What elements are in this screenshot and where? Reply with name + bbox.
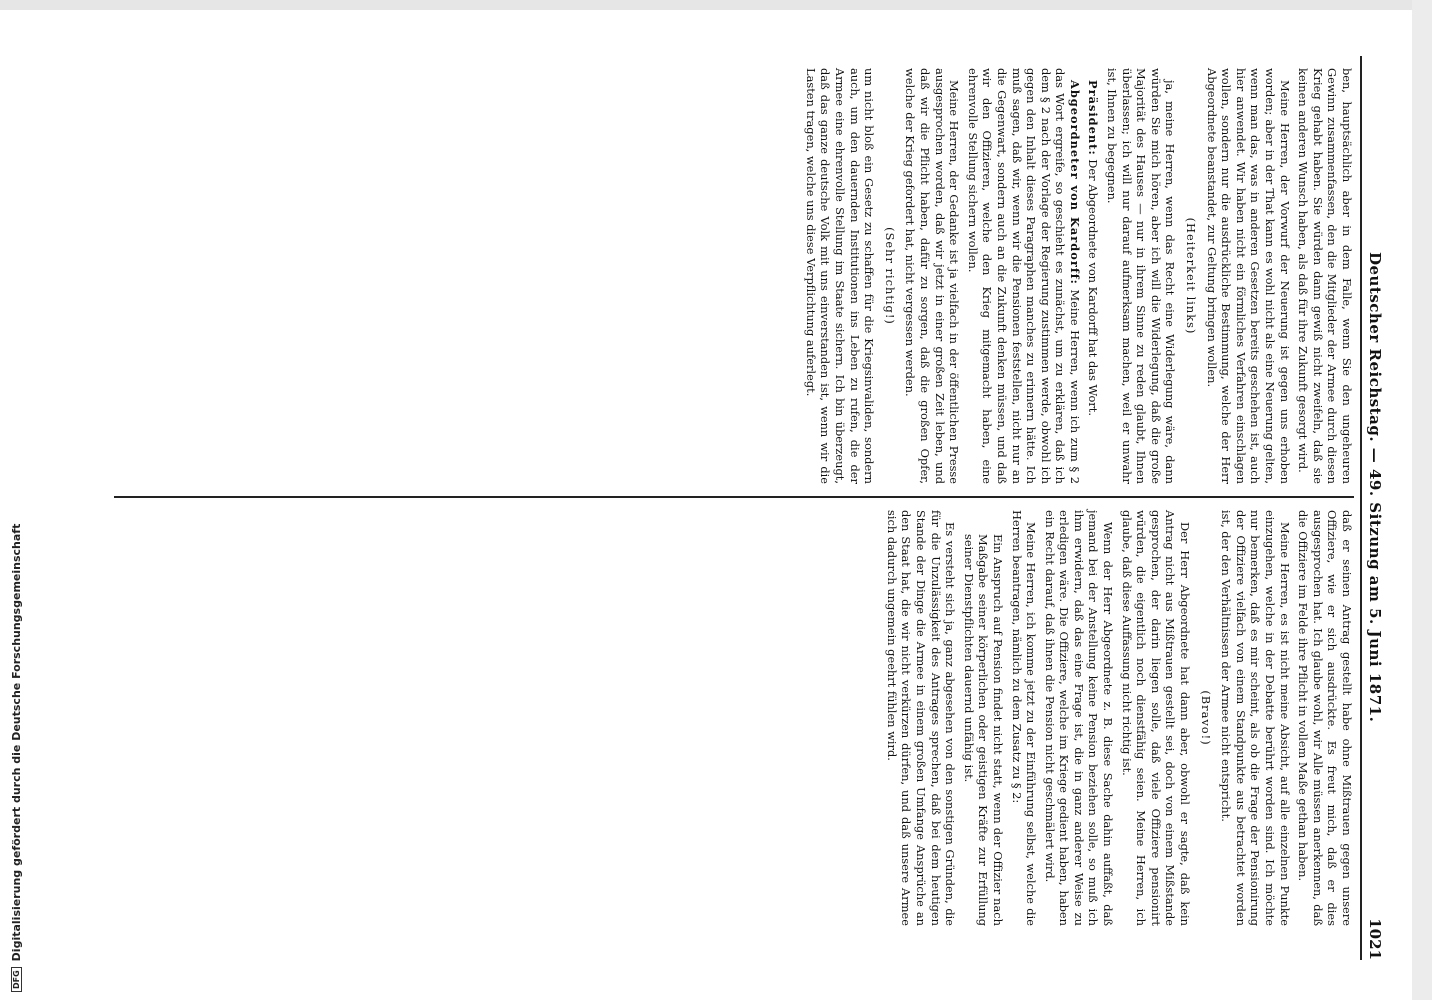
paragraph: Wenn der Herr Abgeordnete z. B. diese Sache dahin auffaßt, daß jemand bei der Anstellung keine Pension beziehen solle, so muß ich ihm erwidern, daß das eine Frage ist, die in ganz anderer Weise zu erledigen wäre. Die Offiziere, welche im Kriege gedient haben, haben ein Recht darauf, daß ihnen die Pension nicht geschmälert wird.	[1042, 510, 1116, 926]
speaker-name: Präsident:	[1086, 80, 1101, 156]
column-left	[114, 56, 1354, 496]
paragraph: Meine Herren, es ist nicht meine Absicht, auf alle einzelnen Punkte einzugehen, welche in der Debatte berührt worden sind. Ich möchte nur bemerken, daß es mir scheint, als ob die Frage der Pensionirung der Offiziere vielfach von einem Standpunkte aus betrachtet worden ist, der den Verhältnissen der Armee nicht entspricht.	[1219, 510, 1292, 926]
scan-edge-right	[1412, 0, 1432, 1000]
paragraph: ben, hauptsächlich aber in dem Falle, wenn Sie den ungeheuren Gewinn zusammenfassen, den die Mitglieder der Armee durch diesen Krieg gehabt haben. Sie würden dann gewiß nicht zweifeln, daß sie keinen anderen Wunsch haben, als daß für ihre Zukunft gesorgt wird.	[1296, 68, 1354, 484]
text-columns	[114, 56, 1354, 960]
paragraph: Meine Herren, der Gedanke ist ja vielfach in der öffentlichen Presse ausgesprochen worden, daß wir jetzt in einer großen Zeit leben, und daß wir die Pflicht haben, dafür zu sorgen, daß die großen Opfer, welche der Krieg gefordert hat, nicht vergessen werden.	[903, 68, 962, 484]
paragraph: Der Herr Abgeordnete hat dann aber, obwohl er sagte, daß kein Antrag nicht aus Mißtrauen gestellt sei, doch von einem Mißstande gesprochen, der darin liegen solle, daß viele Offiziere pensionirt würden, die eigentlich noch dienstfähig seien. Meine Herren, ich glaube, daß diese Auffassung nicht richtig ist.	[1119, 510, 1193, 926]
document-page	[88, 28, 1388, 988]
paragraph: Meine Herren, ich komme jetzt zu der Einführung selbst, welche die Herren beantragen, nämlich zu dem Zusatz zu § 2:	[1009, 510, 1039, 926]
paragraph: Der Abgeordnete von Kardorff hat das Wort.	[1086, 159, 1101, 416]
stage-direction: (Bravo!)	[1198, 690, 1213, 746]
stage-direction: (Sehr richtig!)	[882, 227, 897, 325]
digitization-footer	[10, 524, 23, 992]
paragraph: ja, meine Herren, wenn das Recht eine Widerlegung wäre, dann würden Sie mich hören, aber ich will die Widerlegung, daß die große Majorität des Hauses — nur in ihrem Sinne zu reden glaubt, Ihnen überlassen; ich will nur darauf aufmerksam machen, weil er unwahr ist, Ihnen zu begegnen.	[1105, 68, 1178, 484]
page-header	[1360, 56, 1388, 960]
dfg-logo: DFG	[11, 967, 22, 992]
scan-edge-top	[0, 0, 1432, 10]
paragraph: daß er seinen Antrag gestellt habe ohne Mißtrauen gegen unsere Offiziere, wie er sich ausdrückte. Es freut mich, daß er dies ausgesprochen hat. Ich glaube wohl, wir Alle müssen anerkennen, daß die Offiziere im Felde ihre Pflicht in vollem Maße gethan haben.	[1296, 510, 1354, 926]
stage-direction: (Heiterkeit links)	[1184, 217, 1199, 335]
paragraph: Es versteht sich ja, ganz abgesehen von den sonstigen Gründen, die für die Unzulässigkeit des Antrages sprechen, daß bei dem heutigen Stande der Dinge die Armee in einem großen Umfange Ansprüche an den Staat hat, die wir nicht verkürzen dürfen, und daß unsere Armee sich dadurch ungemein geehrt fühlen wird.	[884, 510, 958, 926]
footer-text: Digitalisierung gefördert durch die Deutsche Forschungsgemeinschaft	[10, 523, 23, 962]
paragraph: Meine Herren, wenn ich zum § 2 das Wort ergreife, so geschieht es zunächst, um zu erklären, daß ich dem § 2 nach der Vorlage der Regierung zustimmen werde, obwohl ich gegen den Inhalt dieses Paragraphen manches zu erinnern hätte. Ich muß sagen, daß wir, wenn wir die Pensionen feststellen, nicht nur an die Gegenwart, sondern auch an die Zukunft denken müssen, und daß wir den Offizieren, welche den Krieg mitgemacht haben, eine ehrenvolle Stellung sichern wollen.	[965, 68, 1082, 484]
column-right	[114, 498, 1354, 938]
quoted-amendment: Ein Anspruch auf Pension findet nicht statt, wenn der Offizier nach Maßgabe seiner körperlichen oder geistigen Kräfte zur Erfüllung seiner Dienstpflichten dauernd unfähig ist.	[961, 534, 1005, 926]
page-number: 1021	[1366, 918, 1384, 960]
paragraph: um nicht bloß ein Gesetz zu schaffen für die Kriegsinvaliden, sondern auch, um den dauernden Institutionen ins Leben zu rufen, die der Armee eine ehrenvolle Stellung im Staate sichern. Ich bin überzeugt, daß das ganze deutsche Volk mit uns einverstanden ist, wenn wir die Lasten tragen, welche uns diese Verpflichtung auferlegt.	[803, 68, 877, 484]
speaker-name: Abgeordneter von Kardorff:	[1067, 80, 1082, 285]
paragraph: Meine Herren, der Vorwurf der Neuerung ist gegen uns erhoben worden; aber in der That kann es wohl nicht als eine Neuerung gelten, wenn man das, was in anderen Gesetzen bereits geschehen ist, auch hier anwendet. Wir haben nicht ein förmliches Verfahren einschlagen wollen, sondern nur die ausdrückliche Bestimmung, welche der Herr Abgeordnete beanstandet, zur Geltung bringen wollen.	[1204, 68, 1292, 484]
page-title: Deutscher Reichstag. — 49. Sitzung am 5. Juni 1871.	[1366, 251, 1384, 723]
